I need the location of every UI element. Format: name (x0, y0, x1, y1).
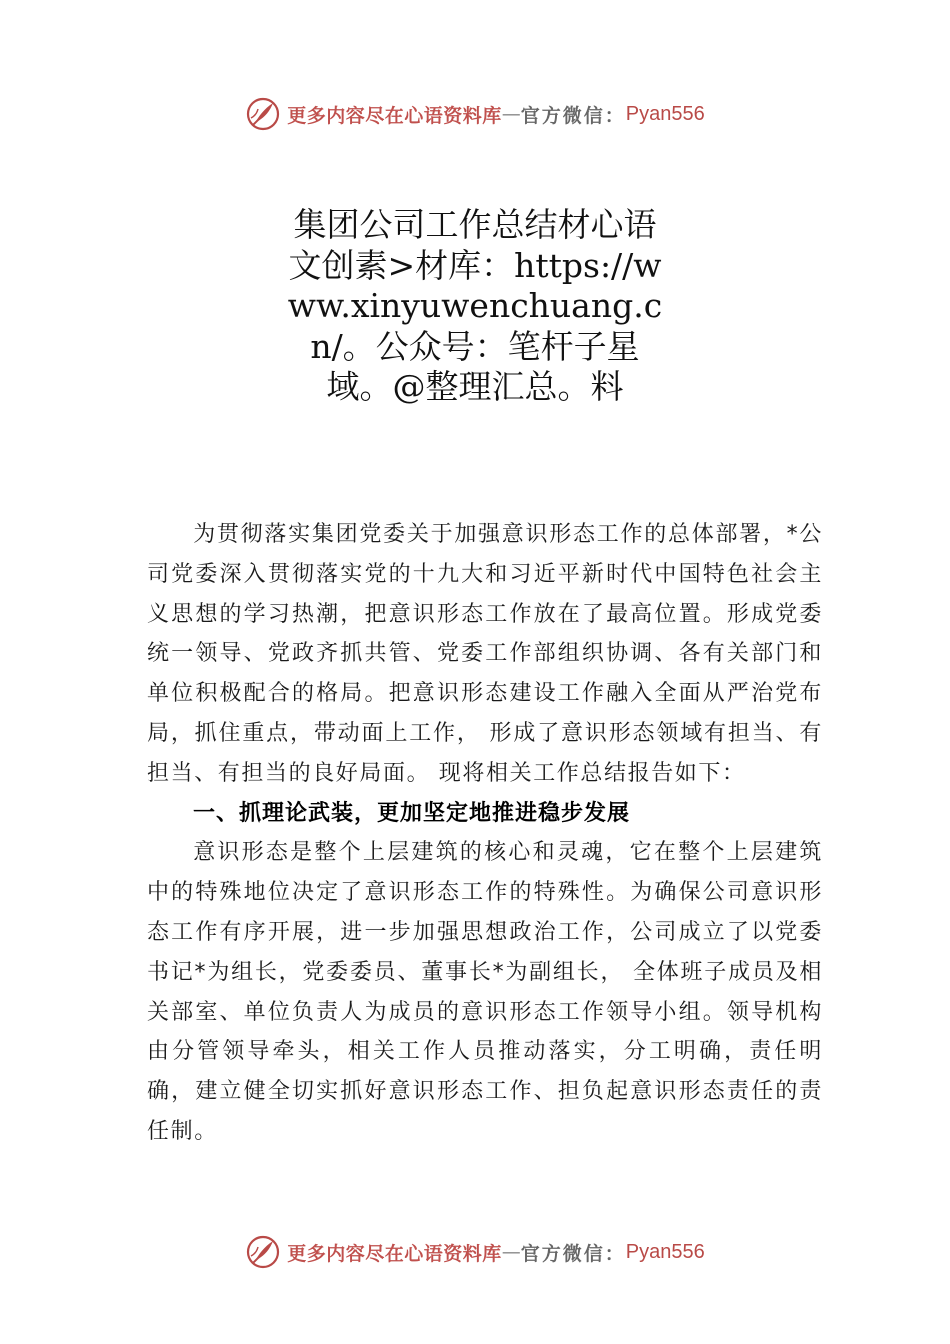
banner-promo-text: 更多内容尽在心语资料库 (287, 104, 502, 127)
section-paragraph: 意识形态是整个上层建筑的核心和灵魂，它在整个上层建筑中的特殊地位决定了意识形态工作的特殊性。为确保公司意识形态工作有序开展，进一步加强思想政治工作，公司成立了以党委书记*为组长，党委委员、董事长*为副组长， 全体班子成员及相关部室、单位负责人为成员的意识形态工作领导小组。领导机构由分管领导牵头，相关工作人员推动落实，分工明确，责任明确，建立健全切实抓好意识形态工作、担负起意识形态责任的责任制。 (147, 840, 823, 1144)
footer-banner (0, 1230, 950, 1274)
document-title: 集团公司工作总结材心语文创素>材库：https://www.xinyuwenchuang.cn/。公众号：笔杆子星域。@整理汇总。料 (287, 205, 663, 406)
feather-pen-logo-icon (245, 96, 281, 132)
banner-wechat-label: 官方微信： (520, 104, 626, 127)
banner-wechat-label: 官方微信： (520, 1242, 626, 1265)
section-heading: 一、抓理论武装，更加坚定地推进稳步发展 (193, 800, 631, 826)
banner-wechat-id: Pyan556 (625, 1240, 705, 1263)
banner-separator: — (501, 103, 521, 125)
banner-separator: — (501, 1241, 521, 1263)
document-body (147, 515, 823, 1152)
feather-pen-logo-icon (245, 1234, 281, 1270)
banner-wechat-id: Pyan556 (625, 102, 705, 125)
header-banner (0, 92, 950, 136)
intro-paragraph: 为贯彻落实集团党委关于加强意识形态工作的总体部署，*公司党委深入贯彻落实党的十九大和习近平新时代中国特色社会主义思想的学习热潮，把意识形态工作放在了最高位置。形成党委统一领导、党政齐抓共管、党委工作部组织协调、各有关部门和单位积极配合的格局。把意识形态建设工作融入全面从严治党布局，抓住重点，带动面上工作， 形成了意识形态领域有担当、有担当、有担当的良好局面。 现将相关工作总结报告如下： (147, 522, 823, 786)
banner-promo-text: 更多内容尽在心语资料库 (287, 1242, 502, 1265)
